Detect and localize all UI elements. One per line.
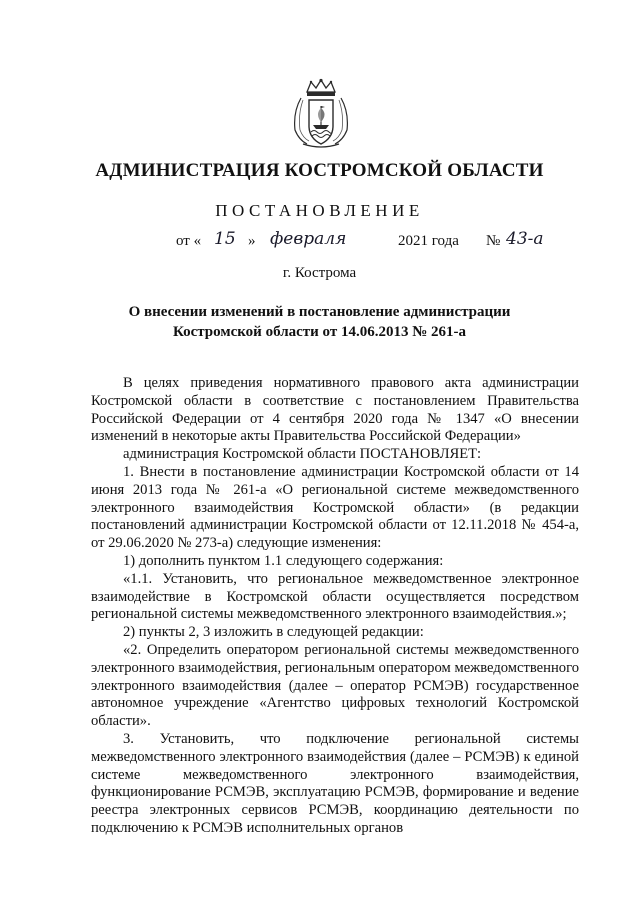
number-prefix: № [486,233,501,249]
body-paragraph: администрация Костромской области ПОСТАНОВЛЯЕТ: [123,446,482,463]
number-value-handwritten: 43-а [506,229,544,249]
date-month-handwritten: февраля [270,229,347,249]
body-paragraph: В целях приведения нормативного правового акта администрации Костромской области в соответствие с постановлением Правительства Российской Федерации от 4 сентября 2020 года № 1347 «О внесении изменений в некоторые акты Правительства Российской Федерации» [91,375,579,445]
date-mid: » [248,233,256,249]
date-day-handwritten: 15 [214,229,236,249]
document-subject [0,302,639,342]
date-prefix: от « [176,233,202,249]
body-paragraph: «1.1. Установить, что региональное межведомственное электронное взаимодействие в Костромской области осуществляется посредством региональной системы межведомственного электронного взаимодействия.»; [91,570,579,623]
date-number-line [176,229,576,259]
kostroma-coat-of-arms-icon [289,78,353,150]
date-year: 2021 года [398,233,459,249]
city-line: г. Кострома [282,265,357,281]
body-paragraph: «2. Определить оператором региональной системы межведомственного электронного взаимодействия, региональным оператором межведомственного электронного взаимодействия (далее – оператор РСМЭВ) государственное автономное учреждение «Агентство цифровых технологий Костромской области». [91,641,579,730]
body-paragraph: 2) пункты 2, 3 изложить в следующей редакции: [123,624,424,641]
document-body [91,375,579,838]
body-paragraph: 3. Установить, что подключение региональной системы межведомственного электронного взаимодействия (далее – РСМЭВ) к единой системе межведомственного электронного взаимодействия, функционирование РСМЭВ, эксплуатацию РСМЭВ, формирование и ведение реестра электронных сервисов РСМЭВ, координацию деятельности по подключению к РСМЭВ исполнительных органов [91,730,579,836]
body-paragraph: 1. Внести в постановление администрации Костромской области от 14 июня 2013 года № 261-а «О региональной системе межведомственного электронного взаимодействия Костромской области» (в редакции постановлений администрации Костромской области от 12.11.2018 № 454-а, от 29.06.2020 № 273-а) следующие изменения: [91,463,579,552]
subject-line: Костромской области от 14.06.2013 № 261-а [172,324,467,340]
body-paragraph: 1) дополнить пунктом 1.1 следующего содержания: [123,552,444,569]
document-type: ПОСТАНОВЛЕНИЕ [215,201,424,220]
organization-title: АДМИНИСТРАЦИЯ КОСТРОМСКОЙ ОБЛАСТИ [95,160,544,181]
subject-line: О внесении изменений в постановление администрации [128,304,511,320]
